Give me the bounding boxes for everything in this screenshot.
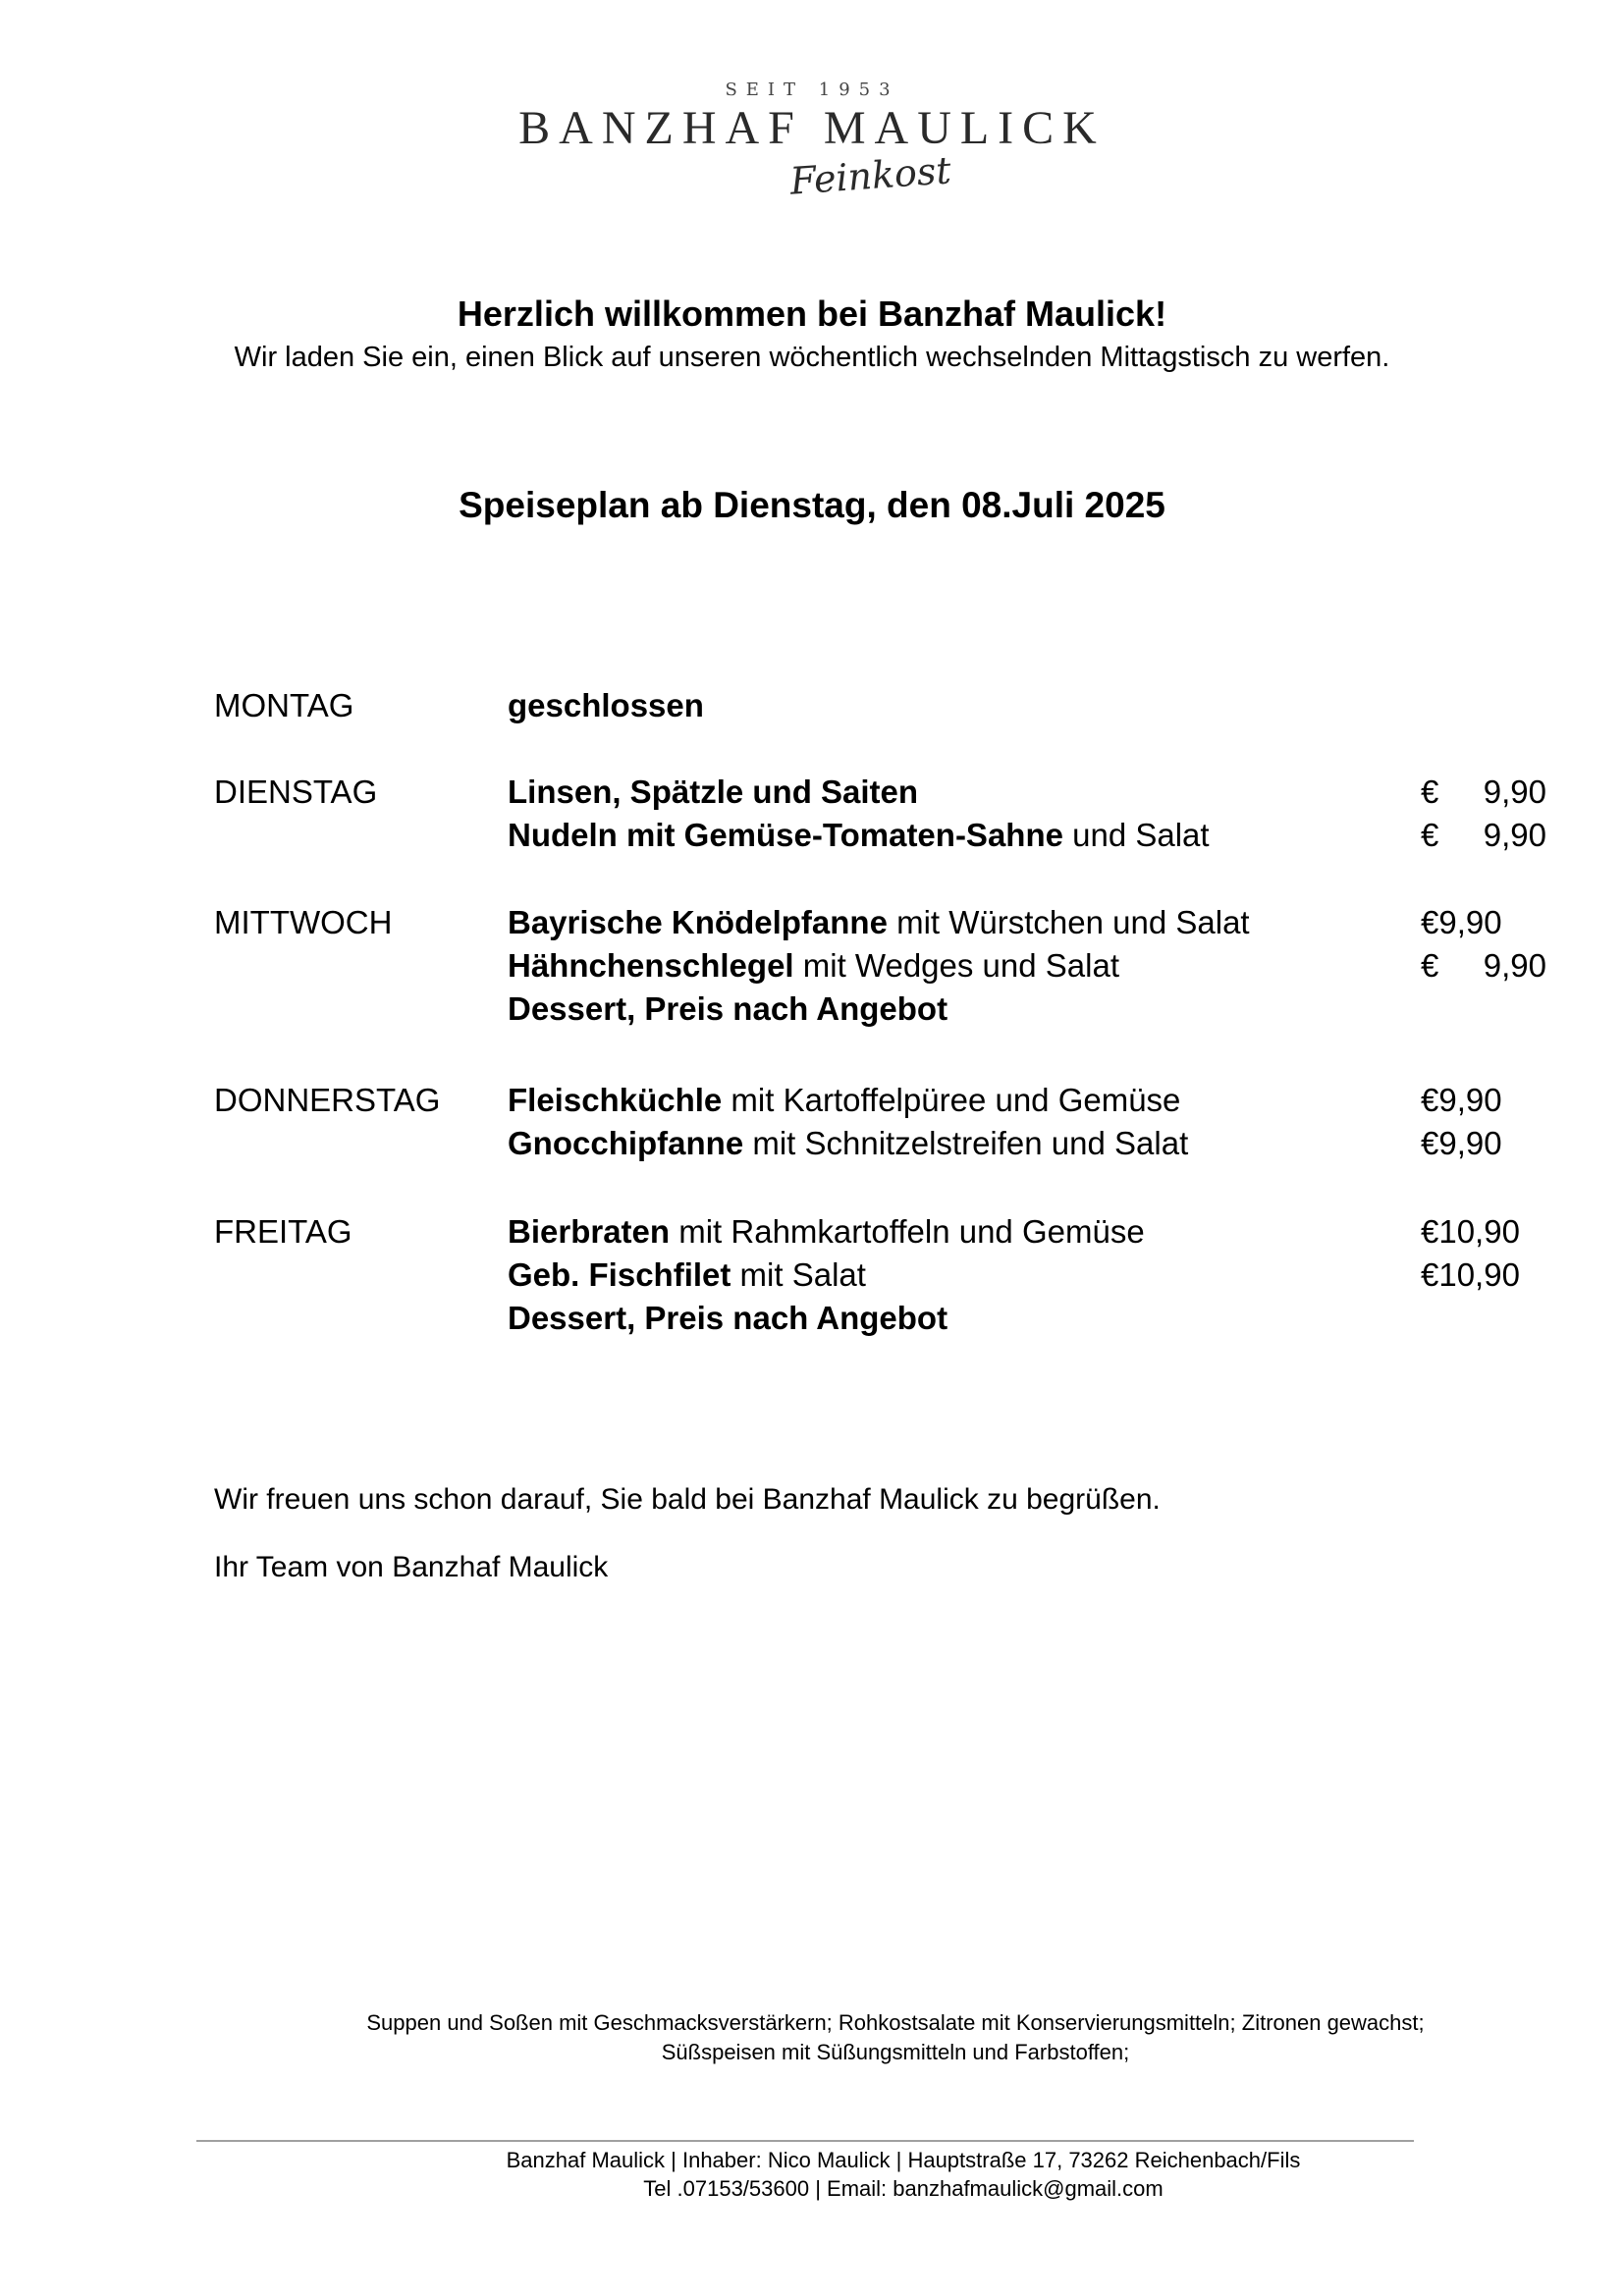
friday-dessert [508, 1297, 947, 1340]
thursday-dish-2-name: Gnocchipfanne [508, 1125, 744, 1161]
thursday-dish-2 [508, 1122, 1188, 1165]
closing-signature: Ihr Team von Banzhaf Maulick [214, 1551, 609, 1583]
friday-dish-2-price: €10,90 [1421, 1256, 1520, 1293]
day-label-wednesday: MITTWOCH [214, 904, 393, 940]
additive-note-1: Suppen und Soßen mit Geschmacksverstärkern; Rohkostsalate mit Konservierungsmitteln; Zitronen gewachst; [366, 2010, 1425, 2035]
tuesday-dish-2-amount: 9,90 [1483, 817, 1546, 853]
logo-name: BANZHAF MAULICK [518, 102, 1106, 154]
wednesday-dish-2-currency: € [1421, 947, 1439, 984]
wednesday-dessert-text: Dessert, Preis nach Angebot [508, 990, 948, 1027]
friday-dish-1 [508, 1210, 1145, 1254]
tuesday-dish-2-name: Nudeln mit Gemüse-Tomaten-Sahne [508, 817, 1063, 853]
tuesday-dish-1-name: Linsen, Spätzle und Saiten [508, 774, 919, 810]
friday-dish-2-row [0, 1254, 1624, 1297]
wednesday-dish-2 [508, 944, 1119, 988]
wednesday-dish-1 [508, 901, 1250, 944]
tuesday-dish-2-currency: € [1421, 817, 1439, 853]
friday-dessert-row [0, 1297, 1624, 1340]
welcome-subheading: Wir laden Sie ein, einen Blick auf unseren wöchentlich wechselnden Mittagstisch zu werfen. [234, 342, 1390, 373]
wednesday-dish-1-price: €9,90 [1421, 904, 1502, 940]
thursday-dish-2-price: €9,90 [1421, 1125, 1502, 1161]
friday-dish-1-price: €10,90 [1421, 1213, 1520, 1250]
wednesday-dish-2-amount: 9,90 [1483, 947, 1546, 984]
tuesday-dish-1-amount: 9,90 [1483, 774, 1546, 810]
logo-since: SEIT 1953 [725, 80, 899, 100]
menu-plan-title: Speiseplan ab Dienstag, den 08.Juli 2025 [459, 485, 1165, 525]
friday-dish-2 [508, 1254, 866, 1297]
welcome-heading: Herzlich willkommen bei Banzhaf Maulick! [457, 294, 1167, 334]
friday-dish-1-sides: mit Rahmkartoffeln und Gemüse [670, 1213, 1145, 1250]
wednesday-dessert-row [0, 988, 1624, 1031]
monday-closed: geschlossen [508, 687, 704, 723]
day-label-friday: FREITAG [214, 1213, 352, 1250]
tuesday-dish-2 [508, 814, 1210, 857]
wednesday-dish-2-row [0, 944, 1624, 988]
footer-contact: Tel .07153/53600 | Email: banzhafmaulick@gmail.com [643, 2176, 1164, 2201]
tuesday-dish-2-row [0, 814, 1624, 857]
friday-dish-2-sides: mit Salat [731, 1256, 866, 1293]
thursday-dish-1-sides: mit Kartoffelpüree und Gemüse [722, 1082, 1181, 1118]
wednesday-dish-1-row [0, 901, 1624, 944]
monday-row [0, 684, 1624, 727]
wednesday-dish-1-name: Bayrische Knödelpfanne [508, 904, 888, 940]
day-label-monday: MONTAG [214, 687, 354, 723]
footer-divider [196, 2140, 1414, 2142]
thursday-dish-1-name: Fleischküchle [508, 1082, 723, 1118]
closing-greeting: Wir freuen uns schon darauf, Sie bald bei Banzhaf Maulick zu begrüßen. [214, 1483, 1161, 1516]
tuesday-dish-1-row [0, 771, 1624, 814]
friday-dish-2-name: Geb. Fischfilet [508, 1256, 731, 1293]
day-label-tuesday: DIENSTAG [214, 774, 378, 810]
additive-note-2: Süßspeisen mit Süßungsmitteln und Farbstoffen; [661, 2040, 1130, 2064]
friday-dessert-text: Dessert, Preis nach Angebot [508, 1300, 948, 1336]
footer-address: Banzhaf Maulick | Inhaber: Nico Maulick | Hauptstraße 17, 73262 Reichenbach/Fils [506, 2148, 1301, 2172]
wednesday-dish-2-sides: mit Wedges und Salat [793, 947, 1119, 984]
friday-dish-1-row [0, 1210, 1624, 1254]
tuesday-dish-1 [508, 771, 918, 814]
thursday-dish-2-sides: mit Schnitzelstreifen und Salat [743, 1125, 1189, 1161]
day-label-thursday: DONNERSTAG [214, 1082, 441, 1118]
tuesday-dish-1-currency: € [1421, 774, 1439, 810]
tuesday-dish-2-sides: und Salat [1062, 817, 1210, 853]
monday-closed-text [508, 684, 704, 727]
brand-logo [0, 79, 1624, 206]
wednesday-dessert [508, 988, 947, 1031]
logo-script: Feinkost [788, 148, 952, 203]
thursday-dish-1 [508, 1079, 1180, 1122]
logo-graphic [0, 79, 1624, 206]
thursday-dish-1-price: €9,90 [1421, 1082, 1502, 1118]
friday-dish-1-name: Bierbraten [508, 1213, 671, 1250]
wednesday-dish-2-name: Hähnchenschlegel [508, 947, 794, 984]
thursday-dish-1-row [0, 1079, 1624, 1122]
wednesday-dish-1-sides: mit Würstchen und Salat [887, 904, 1250, 940]
thursday-dish-2-row [0, 1122, 1624, 1165]
